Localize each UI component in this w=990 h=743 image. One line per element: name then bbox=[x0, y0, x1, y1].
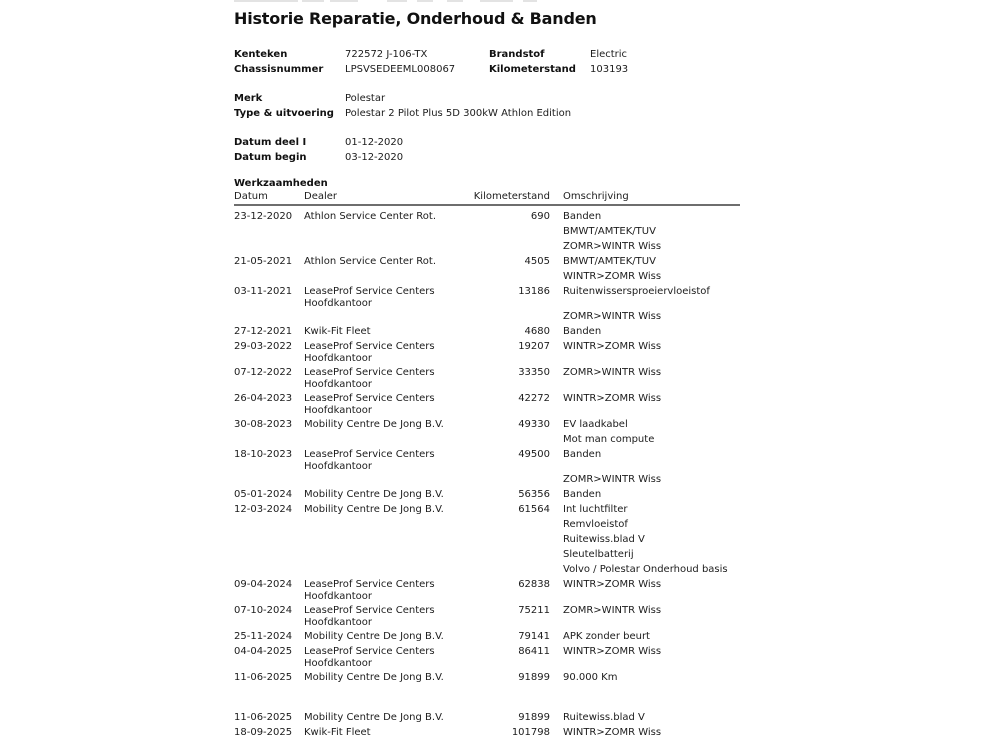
work-row-km: 101798 bbox=[511, 727, 550, 738]
dealer-line: LeaseProf Service Centers bbox=[304, 646, 435, 657]
description-line: WINTR>ZOMR Wiss bbox=[563, 271, 662, 282]
work-row-dealer bbox=[304, 577, 472, 603]
description-line: Mot man compute bbox=[563, 434, 655, 445]
work-row-km: 91899 bbox=[518, 712, 550, 723]
description-line: Banden bbox=[563, 449, 602, 460]
work-row-km: 42272 bbox=[518, 393, 550, 404]
description-line: Int luchtfilter bbox=[563, 504, 628, 515]
dealer-line: Athlon Service Center Rot. bbox=[304, 211, 437, 222]
table-row bbox=[234, 629, 740, 644]
work-row-desc bbox=[550, 502, 740, 577]
work-row-date: 07-12-2022 bbox=[234, 367, 293, 378]
work-row-km: 61564 bbox=[518, 504, 550, 515]
description-line: Ruitewiss.blad V bbox=[563, 712, 645, 723]
work-row-desc bbox=[550, 447, 740, 487]
work-row-km: 86411 bbox=[518, 646, 550, 657]
dealer-line: LeaseProf Service Centers bbox=[304, 449, 435, 460]
type-uitvoering-label: Type & uitvoering bbox=[234, 108, 334, 119]
dealer-line: Mobility Centre De Jong B.V. bbox=[304, 672, 444, 683]
dealer-line: LeaseProf Service Centers bbox=[304, 341, 435, 352]
work-row-date: 30-08-2023 bbox=[234, 419, 293, 430]
work-table-header bbox=[234, 191, 740, 206]
dealer-line: Mobility Centre De Jong B.V. bbox=[304, 419, 444, 430]
brandstof-value: Electric bbox=[590, 49, 628, 60]
column-header-dealer: Dealer bbox=[304, 191, 338, 202]
merk-label: Merk bbox=[234, 93, 263, 104]
dealer-line: LeaseProf Service Centers bbox=[304, 579, 435, 590]
work-row-km: 49330 bbox=[518, 419, 550, 430]
column-header-omschrijving: Omschrijving bbox=[563, 191, 629, 202]
dealer-line: Athlon Service Center Rot. bbox=[304, 256, 437, 267]
brandstof-label: Brandstof bbox=[489, 49, 545, 60]
work-row-date: 27-12-2021 bbox=[234, 326, 293, 337]
report-page bbox=[234, 0, 740, 740]
work-row-desc bbox=[550, 209, 740, 254]
work-row-date: 04-04-2025 bbox=[234, 646, 293, 657]
work-row-dealer bbox=[304, 603, 472, 629]
dealer-line: Hoofdkantoor bbox=[304, 591, 372, 602]
description-line bbox=[563, 299, 740, 309]
datum-deel-1-label: Datum deel I bbox=[234, 137, 307, 148]
work-row-dealer bbox=[304, 644, 472, 670]
description-line: Ruitenwissersproeiervloeistof bbox=[563, 286, 710, 297]
work-row-km: 4680 bbox=[524, 326, 550, 337]
description-line: Volvo / Polestar Onderhoud basis bbox=[563, 564, 728, 575]
work-row-desc bbox=[550, 365, 740, 391]
work-row-desc bbox=[550, 391, 740, 417]
work-row-date: 09-04-2024 bbox=[234, 579, 293, 590]
work-row-desc bbox=[550, 725, 740, 740]
dates-info-block bbox=[234, 135, 740, 165]
description-line bbox=[563, 462, 740, 472]
work-row-dealer bbox=[304, 209, 472, 254]
work-row-dealer bbox=[304, 502, 472, 577]
kilometerstand-value: 103193 bbox=[590, 64, 629, 75]
work-row-desc bbox=[550, 284, 740, 324]
table-row bbox=[234, 644, 740, 670]
table-row bbox=[234, 254, 740, 284]
work-row-date: 07-10-2024 bbox=[234, 605, 293, 616]
work-row-dealer bbox=[304, 339, 472, 365]
dealer-line: Mobility Centre De Jong B.V. bbox=[304, 504, 444, 515]
work-row-desc bbox=[550, 324, 740, 339]
work-row-km: 56356 bbox=[518, 489, 550, 500]
dealer-line: LeaseProf Service Centers bbox=[304, 605, 435, 616]
description-line: WINTR>ZOMR Wiss bbox=[563, 341, 662, 352]
dealer-line: Mobility Centre De Jong B.V. bbox=[304, 712, 444, 723]
work-row-date: 29-03-2022 bbox=[234, 341, 293, 352]
work-row-km: 91899 bbox=[518, 672, 550, 683]
chassisnummer-value: LPSVSEDEEML008067 bbox=[345, 64, 456, 75]
description-line: ZOMR>WINTR Wiss bbox=[563, 605, 662, 616]
work-row-date: 18-10-2023 bbox=[234, 449, 293, 460]
description-line: WINTR>ZOMR Wiss bbox=[563, 579, 662, 590]
table-row bbox=[234, 365, 740, 391]
work-rows bbox=[234, 206, 740, 740]
work-row-dealer bbox=[304, 670, 472, 685]
description-line: Remvloeistof bbox=[563, 519, 628, 530]
description-line: WINTR>ZOMR Wiss bbox=[563, 393, 662, 404]
work-row-desc bbox=[550, 629, 740, 644]
dealer-line: LeaseProf Service Centers bbox=[304, 286, 435, 297]
work-row-desc bbox=[550, 254, 740, 284]
description-line: ZOMR>WINTR Wiss bbox=[563, 367, 662, 378]
work-row-dealer bbox=[304, 284, 472, 324]
description-line: Banden bbox=[563, 489, 602, 500]
column-header-kilometerstand: Kilometerstand bbox=[473, 191, 550, 202]
description-line: APK zonder beurt bbox=[563, 631, 650, 642]
work-row-dealer bbox=[304, 254, 472, 284]
datum-begin-value: 03-12-2020 bbox=[345, 152, 404, 163]
work-row-dealer bbox=[304, 417, 472, 447]
dealer-line: LeaseProf Service Centers bbox=[304, 393, 435, 404]
brand-info-block bbox=[234, 91, 740, 121]
table-row bbox=[234, 447, 740, 487]
work-row-desc bbox=[550, 577, 740, 603]
dealer-line: Hoofdkantoor bbox=[304, 658, 372, 669]
description-line: WINTR>ZOMR Wiss bbox=[563, 646, 662, 657]
type-uitvoering-value: Polestar 2 Pilot Plus 5D 300kW Athlon Edition bbox=[345, 108, 572, 119]
work-row-km: 690 bbox=[530, 211, 550, 222]
work-row-date: 12-03-2024 bbox=[234, 504, 293, 515]
werkzaamheden-heading: Werkzaamheden bbox=[234, 178, 328, 189]
work-row-date: 18-09-2025 bbox=[234, 727, 293, 738]
datum-begin-label: Datum begin bbox=[234, 152, 307, 163]
table-row bbox=[234, 417, 740, 447]
table-row bbox=[234, 209, 740, 254]
work-row-km: 4505 bbox=[524, 256, 550, 267]
work-row-desc bbox=[550, 339, 740, 365]
chassisnummer-label: Chassisnummer bbox=[234, 64, 324, 75]
dealer-line: Kwik-Fit Fleet bbox=[304, 326, 371, 337]
work-row-dealer bbox=[304, 629, 472, 644]
page-title: Historie Reparatie, Onderhoud & Banden bbox=[234, 9, 597, 28]
table-row bbox=[234, 577, 740, 603]
dealer-line: Mobility Centre De Jong B.V. bbox=[304, 489, 444, 500]
work-row-date: 21-05-2021 bbox=[234, 256, 293, 267]
work-row-dealer bbox=[304, 391, 472, 417]
work-row-desc bbox=[550, 417, 740, 447]
dealer-line: LeaseProf Service Centers bbox=[304, 367, 435, 378]
description-line: 90.000 Km bbox=[563, 672, 618, 683]
datum-deel-1-value: 01-12-2020 bbox=[345, 137, 404, 148]
table-row bbox=[234, 502, 740, 577]
table-row bbox=[234, 603, 740, 629]
description-line: ZOMR>WINTR Wiss bbox=[563, 241, 662, 252]
dealer-line: Hoofdkantoor bbox=[304, 298, 372, 309]
work-row-km: 33350 bbox=[518, 367, 550, 378]
table-row bbox=[234, 670, 740, 685]
table-row bbox=[234, 324, 740, 339]
work-row-km: 75211 bbox=[518, 605, 550, 616]
work-row-date: 25-11-2024 bbox=[234, 631, 293, 642]
work-row-km: 13186 bbox=[518, 286, 550, 297]
kenteken-value: 722572 J-106-TX bbox=[345, 49, 428, 60]
work-row-desc bbox=[550, 487, 740, 502]
description-line: ZOMR>WINTR Wiss bbox=[563, 311, 662, 322]
table-row bbox=[234, 487, 740, 502]
column-header-datum: Datum bbox=[234, 191, 268, 202]
merk-value: Polestar bbox=[345, 93, 386, 104]
dealer-line: Mobility Centre De Jong B.V. bbox=[304, 631, 444, 642]
table-row bbox=[234, 710, 740, 725]
description-line: WINTR>ZOMR Wiss bbox=[563, 727, 662, 738]
vehicle-info-block bbox=[234, 47, 740, 77]
work-row-dealer bbox=[304, 487, 472, 502]
work-row-desc bbox=[550, 644, 740, 670]
description-line: BMWT/AMTEK/TUV bbox=[563, 256, 656, 267]
work-row-dealer bbox=[304, 447, 472, 487]
work-row-date: 11-06-2025 bbox=[234, 712, 293, 723]
work-row-desc bbox=[550, 670, 740, 685]
work-row-date: 11-06-2025 bbox=[234, 672, 293, 683]
dealer-line: Hoofdkantoor bbox=[304, 353, 372, 364]
work-row-desc bbox=[550, 710, 740, 725]
work-row-dealer bbox=[304, 365, 472, 391]
description-line: ZOMR>WINTR Wiss bbox=[563, 474, 662, 485]
dealer-line: Kwik-Fit Fleet bbox=[304, 727, 371, 738]
table-row bbox=[234, 391, 740, 417]
table-row bbox=[234, 725, 740, 740]
table-row bbox=[234, 339, 740, 365]
work-row-date: 26-04-2023 bbox=[234, 393, 293, 404]
dealer-line: Hoofdkantoor bbox=[304, 405, 372, 416]
description-line: Banden bbox=[563, 211, 602, 222]
work-row-dealer bbox=[304, 710, 472, 725]
work-row-dealer bbox=[304, 324, 472, 339]
description-line: EV laadkabel bbox=[563, 419, 628, 430]
kilometerstand-label: Kilometerstand bbox=[489, 64, 576, 75]
description-line: Ruitewiss.blad V bbox=[563, 534, 645, 545]
work-row-date: 05-01-2024 bbox=[234, 489, 293, 500]
description-line: Banden bbox=[563, 326, 602, 337]
dealer-line: Hoofdkantoor bbox=[304, 379, 372, 390]
work-row-desc bbox=[550, 603, 740, 629]
description-line: BMWT/AMTEK/TUV bbox=[563, 226, 656, 237]
work-row-km: 19207 bbox=[518, 341, 550, 352]
dealer-line: Hoofdkantoor bbox=[304, 461, 372, 472]
description-line: Sleutelbatterij bbox=[563, 549, 634, 560]
kenteken-label: Kenteken bbox=[234, 49, 288, 60]
table-row bbox=[234, 284, 740, 324]
work-row-date: 03-11-2021 bbox=[234, 286, 293, 297]
work-row-km: 79141 bbox=[518, 631, 550, 642]
work-row-date: 23-12-2020 bbox=[234, 211, 293, 222]
work-row-dealer bbox=[304, 725, 472, 740]
work-row-km: 49500 bbox=[518, 449, 550, 460]
work-row-km: 62838 bbox=[518, 579, 550, 590]
dealer-line: Hoofdkantoor bbox=[304, 617, 372, 628]
